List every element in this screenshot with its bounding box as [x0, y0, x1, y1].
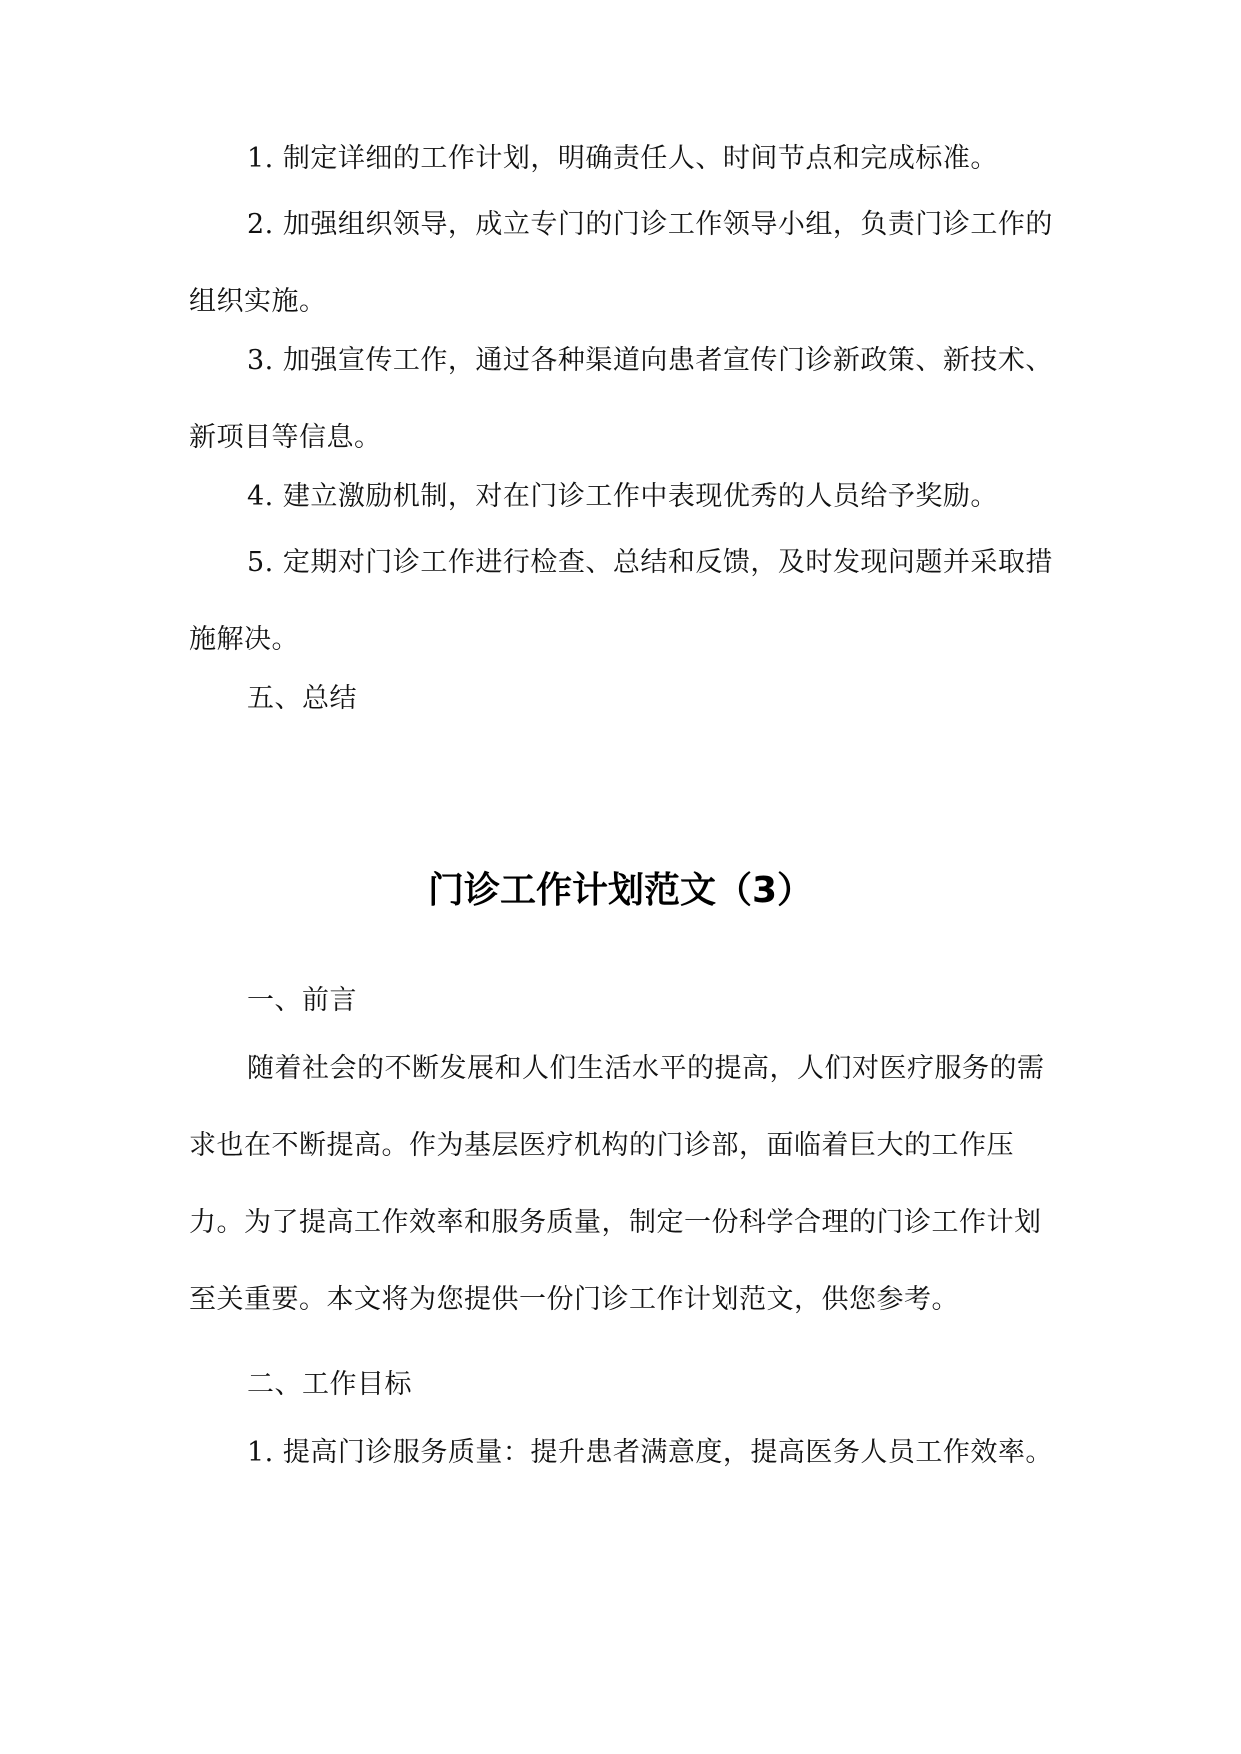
- document-title: 门诊工作计划范文（3）: [427, 870, 814, 911]
- list-item-3: 3. 加强宣传工作，通过各种渠道向患者宣传门诊新政策、新技术、新项目等信息。: [189, 345, 1053, 453]
- preface-heading: 一、前言: [247, 985, 357, 1016]
- list-item-5: 5. 定期对门诊工作进行检查、总结和反馈，及时发现问题并采取措施解决。: [189, 547, 1053, 655]
- goal-item-1: 1. 提高门诊服务质量：提升患者满意度，提高医务人员工作效率。: [247, 1437, 1053, 1468]
- list-item-1: 1. 制定详细的工作计划，明确责任人、时间节点和完成标准。: [247, 143, 998, 174]
- list-item-4: 4. 建立激励机制，对在门诊工作中表现优秀的人员给予奖励。: [247, 481, 998, 512]
- summary-heading: 五、总结: [247, 683, 357, 714]
- goals-heading: 二、工作目标: [247, 1369, 412, 1400]
- list-item-2: 2. 加强组织领导，成立专门的门诊工作领导小组，负责门诊工作的组织实施。: [189, 209, 1053, 317]
- preface-body: 随着社会的不断发展和人们生活水平的提高，人们对医疗服务的需求也在不断提高。作为基层医疗机构的门诊部，面临着巨大的工作压力。为了提高工作效率和服务质量，制定一份科学合理的门诊工作计划至关重要。本文将为您提供一份门诊工作计划范文，供您参考。: [189, 1053, 1045, 1315]
